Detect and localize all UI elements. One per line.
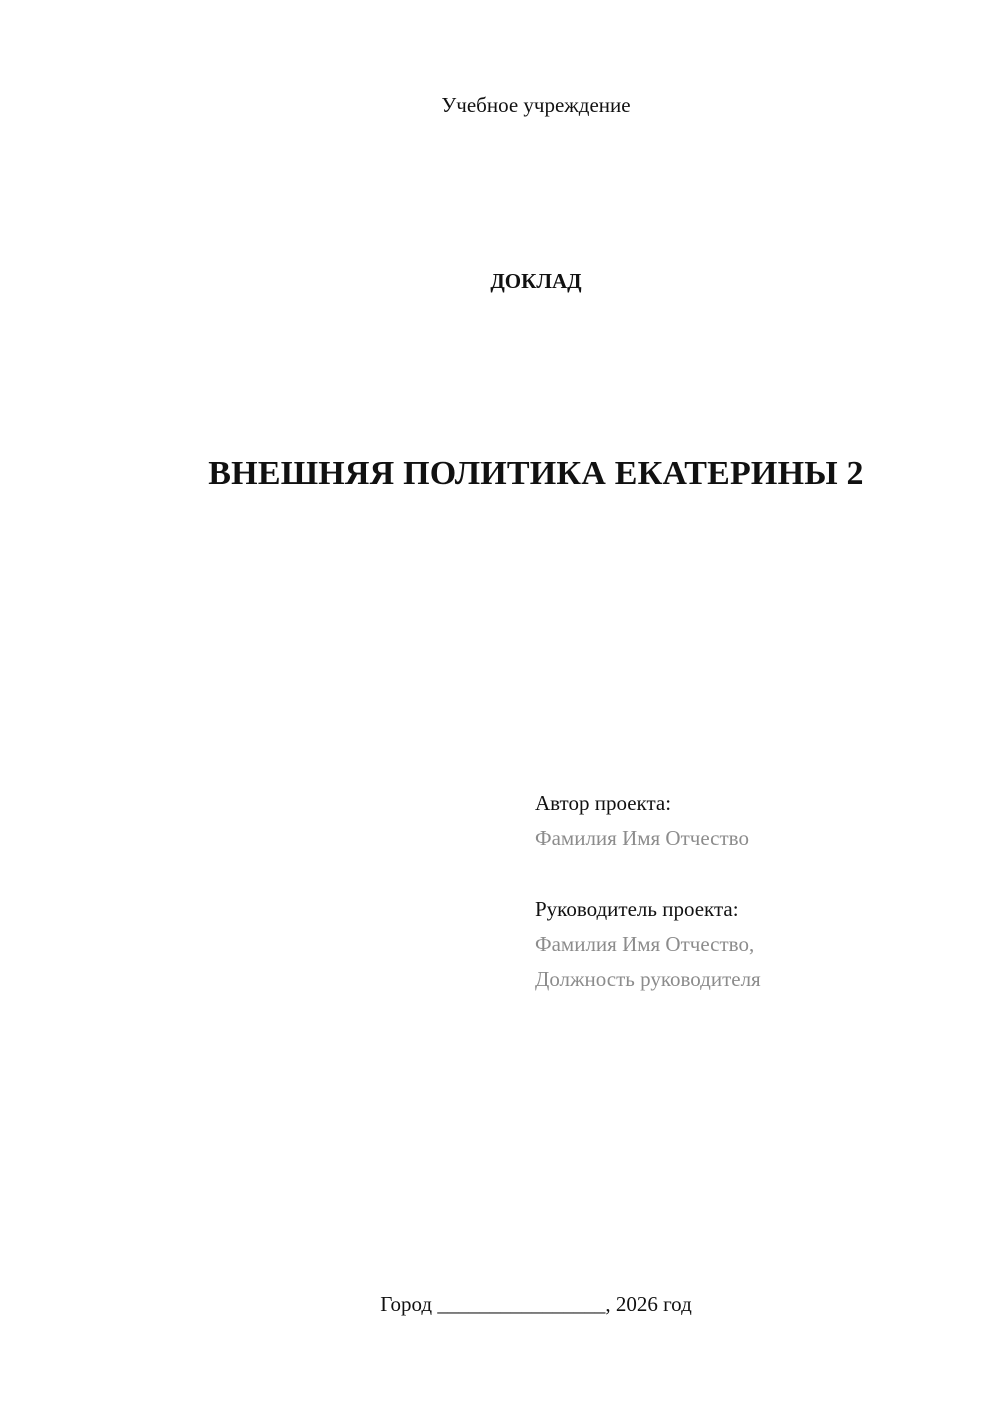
- supervisor-name-placeholder: Фамилия Имя Отчество,: [535, 932, 755, 956]
- city-year-line: Город ________________, 2026 год: [380, 1292, 692, 1316]
- supervisor-label: Руководитель проекта:: [535, 897, 739, 921]
- author-label: Автор проекта:: [535, 791, 672, 815]
- institution-name: Учебное учреждение: [441, 93, 631, 117]
- supervisor-position-placeholder: Должность руководителя: [535, 967, 761, 991]
- document-title: ВНЕШНЯЯ ПОЛИТИКА ЕКАТЕРИНЫ 2: [208, 455, 864, 492]
- supervisor-block: [535, 892, 975, 997]
- document-type: ДОКЛАД: [490, 269, 582, 293]
- author-block: [535, 786, 975, 856]
- author-name-placeholder: Фамилия Имя Отчество: [535, 826, 749, 850]
